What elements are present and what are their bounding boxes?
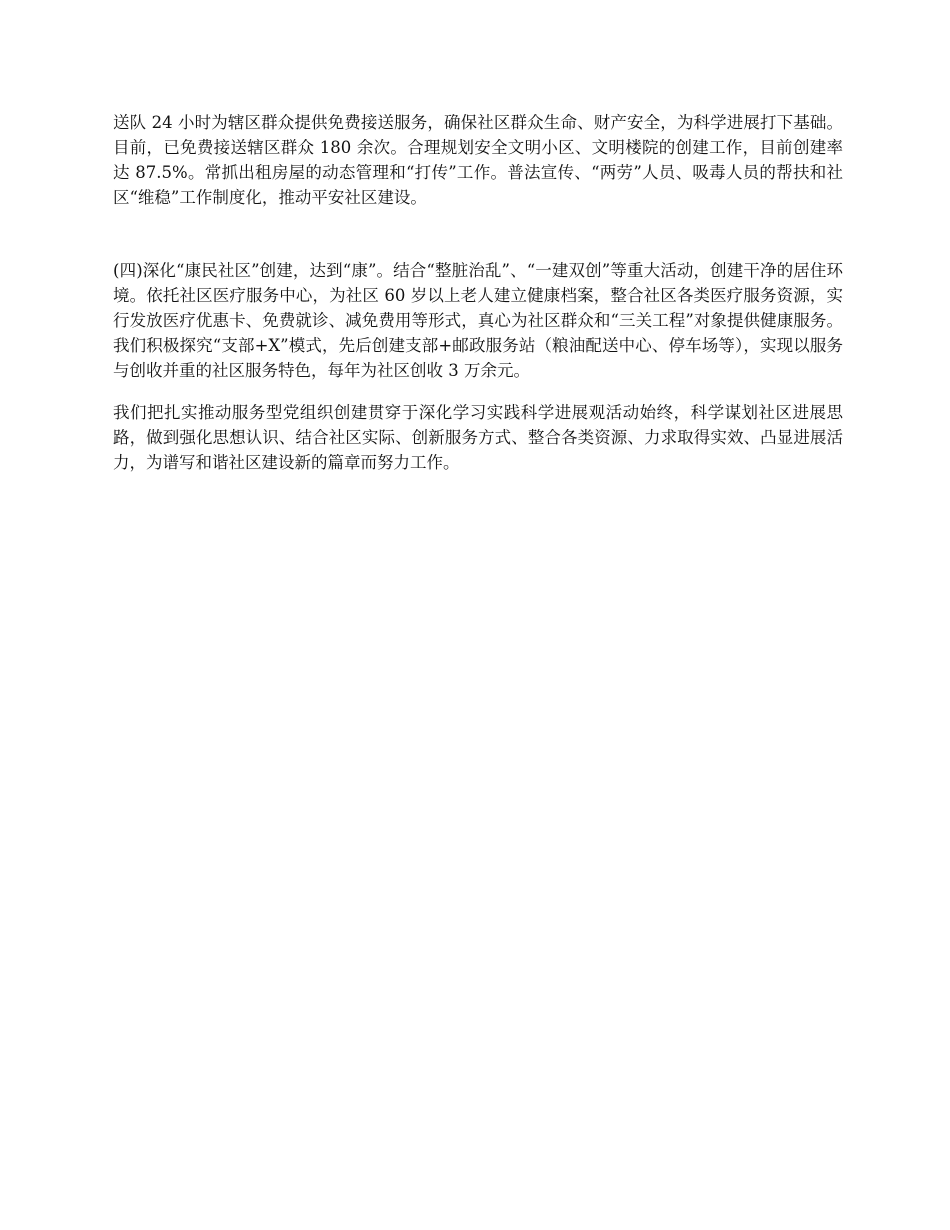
paragraph-safety-services: 送队 24 小时为辖区群众提供免费接送服务，确保社区群众生命、财产安全，为科学进展打下基础。目前，已免费接送辖区群众 180 余次。合理规划安全文明小区、文明楼院的创建工作，目前创建率达 87.5%。常抓出租房屋的动态管理和“打传”工作。普法宣传、“两劳”人员、吸毒人员的帮扶和社区“维稳”工作制度化，推动平安社区建设。 (113, 113, 843, 207)
paragraph-conclusion: 我们把扎实推动服务型党组织创建贯穿于深化学习实践科学进展观活动始终，科学谋划社区进展思路，做到强化思想认识、结合社区实际、创新服务方式、整合各类资源、力求取得实效、凸显进展活力，为谱写和谐社区建设新的篇章而努力工作。 (113, 403, 843, 472)
document-body (113, 110, 843, 475)
paragraph-healthy-community: (四)深化“康民社区”创建，达到“康”。结合“整脏治乱”、“一建双创”等重大活动，创建干净的居住环境。依托社区医疗服务中心，为社区 60 岁以上老人建立健康档案，整合社区各类医疗服务资源，实行发放医疗优惠卡、免费就诊、减免费用等形式，真心为社区群众和“三关工程”对象提供健康服务。我们积极探究“支部+X”模式，先后创建支部+邮政服务站（粮油配送中心、停车场等），实现以服务与创收并重的社区服务特色，每年为社区创收 3 万余元。 (113, 261, 843, 380)
